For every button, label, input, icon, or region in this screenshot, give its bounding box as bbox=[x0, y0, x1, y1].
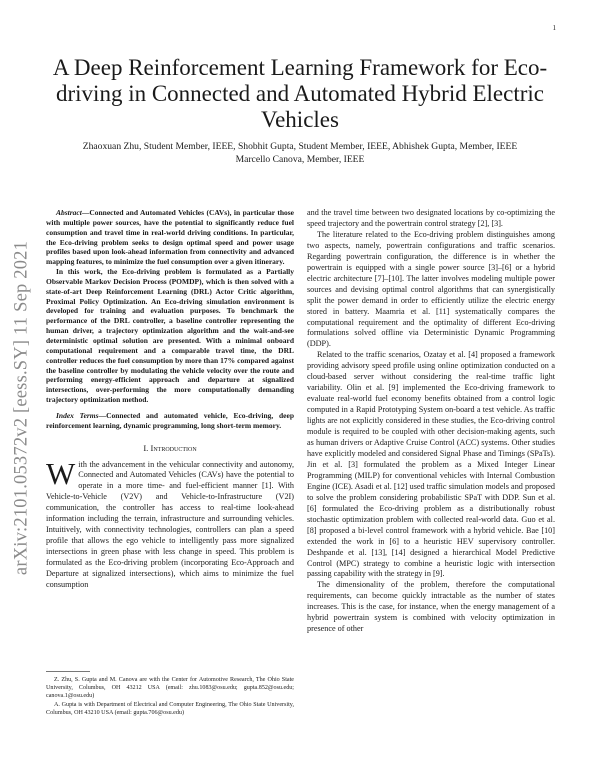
arxiv-identifier: arXiv:2101.05372v2 [eess.SY] 11 Sep 2021 bbox=[11, 240, 32, 576]
abstract-paragraph-2: In this work, the Eco-driving problem is formulated as a Partially Observable Markov Decision Process (POMDP), which is then solved with a state-of-art Deep Reinforcement Learning (DRL) Actor Critic algorithm, Proximal Policy Optimization. An Eco-driving simulation environment is developed for training and evaluation purposes. To benchmark the performance of the DRL controller, a baseline controller representing the human driver, a trajectory optimization algorithm and the wait-and-see deterministic optimal solution are presented. With a minimal onboard computational requirement and a comparable travel time, the DRL controller reduces the fuel consumption by more than 17% compared against the baseline controller by modulating the vehicle velocity over the route and performing energy-efficient approach and departure at signalized intersections, over-performing the more computationally demanding trajectory optimization method. bbox=[46, 267, 294, 405]
right-paragraph-1: and the travel time between two designated locations by co-optimizing the speed trajectory and the powertrain control strategy [2], [3]. bbox=[307, 208, 555, 228]
abstract-paragraph-1 bbox=[46, 208, 294, 267]
footnotes bbox=[46, 671, 294, 717]
author-block bbox=[46, 140, 554, 166]
left-column bbox=[46, 208, 294, 591]
footnote-1: Z. Zhu, S. Gupta and M. Canova are with the Center for Automotive Research, The Ohio State University, Columbus, OH 43212 USA (email: zhu.1083@osu.edu; gupta.852@osu.edu; canova.1@osu.edu) bbox=[46, 677, 294, 700]
intro-paragraph-1 bbox=[46, 455, 294, 591]
right-column bbox=[307, 208, 555, 635]
right-paragraph-3: Related to the traffic scenarios, Ozatay et al. [4] proposed a framework providing advisory speed profile using online optimization conducted on a cloud-based server without considering the real-time traffic light variability. Olin et al. [9] implemented the Eco-driving framework to evaluate real-world fuel economy benefits obtained from a control logic computed in a Rapid Prototyping System on-board a test vehicle. As traffic lights are not explicitly considered in these studies, the Eco-driving control module is required to be coupled with other decision-making agents, such as human drivers or Adaptive Cruise Control (ACC) systems. Other studies have explicitly modeled and considered Signal Phase and Timings (SPaTs). Jin et al. [3] formulated the problem as a Mixed Integer Linear Programming (MILP) for conventional vehicles with Internal Combustion Engine (ICE). Asadi et al. [12] used traffic simulation models and proposed to solve the problem considering probabilistic SPaT with DDP. Sun et al. [6] formulated the Eco-driving problem as a distributionally robust stochastic optimization problem with collected real-world data. Guo et al. [8] proposed a bi-level control framework with a hybrid vehicle. Bae [10] extended the work in [6] to a heuristic HEV supervisory controller. Deshpande et al. [13], [14] designed a hierarchical Model Predictive Control (MPC) strategy to combine a heuristic logic with intersection passing capability with the strategy in [9]. bbox=[307, 350, 555, 579]
right-paragraph-2: The literature related to the Eco-driving problem distinguishes among two aspects, namely, powertrain configurations and traffic scenarios. Regarding powertrain configuration, the difference is in whether the powertrain is equipped with a single power source [3]–[6] or a hybrid electric architecture [7]–[10]. The latter involves modeling multiple power sources and devising optimal control algorithms that can synergistically split the power demand in order to efficiently utilize the electric energy stored in battery. Maamria et al. [11] systematically compares the computational requirement and the optimality of different Eco-driving formulations solved offline via Deterministic Dynamic Programming (DDP). bbox=[307, 229, 555, 349]
abstract-text-1: —Connected and Automated Vehicles (CAVs), in particular those with multiple power sources, have the potential to significantly reduce fuel consumption and travel time in real-world driving conditions. In particular, the Eco-driving problem seeks to design optimal speed and power usage profiles based upon look-ahead information from connectivity and advanced mapping features, to minimize the fuel consumption over a given itinerary. bbox=[46, 208, 294, 267]
intro-text-1: ith the advancement in the vehicular connectivity and autonomy, Connected and Automated Vehicles (CAVs) have the potential to operate in a more time- and fuel-efficient manner [1]. With Vehicle-to-Vehicle (V2V) and Vehicle-to-Infrastructure (V2I) communication, the controller has access to real-time look-ahead information including the terrain, infrastructure and surrounding vehicles. Intuitively, with connectivity technologies, controllers can plan a speed profile that allows the ego vehicle to intelligently pass more signalized intersections in green phase with less change in speed. This problem is formulated as the Eco-driving problem (incorporating Eco-Approach and Departure at signalized intersections), which aims to minimize the fuel consumption bbox=[46, 459, 294, 589]
introduction bbox=[46, 455, 294, 591]
arxiv-watermark bbox=[8, 218, 36, 598]
footnote-rule bbox=[46, 671, 90, 672]
authors-line-1: Zhaoxuan Zhu, Student Member, IEEE, Shobhit Gupta, Student Member, IEEE, Abhishek Gupta, Member, IEEE bbox=[82, 141, 518, 152]
abstract bbox=[46, 208, 294, 431]
right-paragraph-4: The dimensionality of the problem, therefore the computational requirements, can become quickly intractable as the number of states increases. This is the case, for instance, when the energy management of a hybrid powertrain system is combined with velocity optimization in presence of other bbox=[307, 580, 555, 634]
index-terms-text: —Connected and automated vehicle, Eco-driving, deep reinforcement learning, dynamic programming, long short-term memory. bbox=[46, 410, 295, 430]
page-number: 1 bbox=[552, 24, 556, 32]
index-terms-lead: Index Terms bbox=[56, 410, 99, 420]
footnote-2: A. Gupta is with Department of Electrical and Computer Engineering, The Ohio State University, Columbus, OH 43210 USA (email: gupta.706@osu.edu) bbox=[46, 701, 294, 716]
authors-line-2: Marcello Canova, Member, IEEE bbox=[235, 154, 365, 165]
abstract-lead: Abstract bbox=[56, 208, 82, 217]
section-heading-introduction: I. Introduction bbox=[143, 442, 197, 453]
drop-cap: W bbox=[46, 455, 76, 491]
index-terms bbox=[46, 411, 294, 431]
paper-title: A Deep Reinforcement Learning Framework for Eco-driving in Connected and Automated Hybrid Electric Vehicles bbox=[52, 55, 548, 132]
